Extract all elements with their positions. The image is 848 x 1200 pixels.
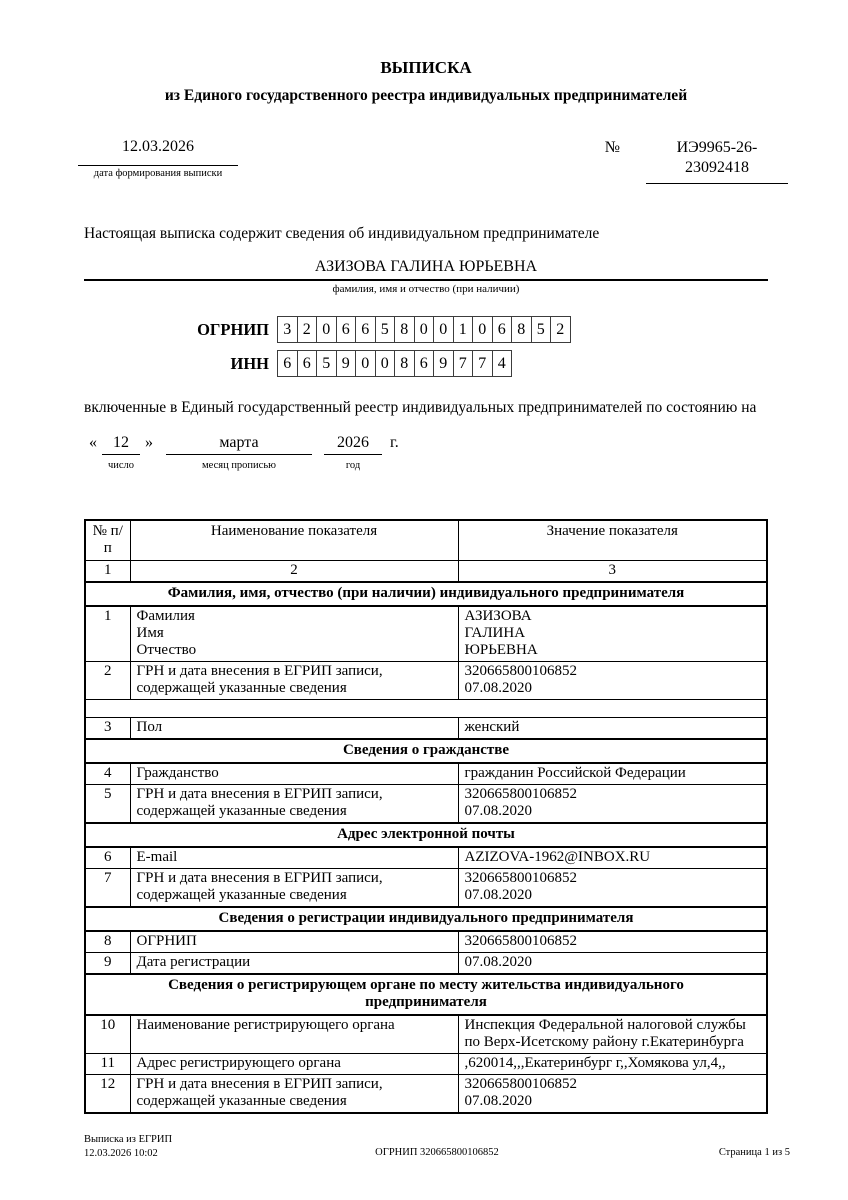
cell-line: 320665800106852: [464, 869, 577, 886]
cell-line: 07.08.2020: [464, 802, 532, 819]
digit-cell: 8: [511, 316, 532, 343]
cell-line: содержащей указанные сведения: [136, 1092, 347, 1109]
section-header-row: [85, 582, 767, 606]
cell-line: Наименование регистрирующего органа: [136, 1016, 395, 1033]
table-row: [85, 1015, 767, 1054]
formation-date-caption: дата формирования выписки: [93, 168, 223, 179]
indicator-name-cell: [130, 1015, 458, 1054]
indicator-value-cell: [458, 1015, 767, 1054]
row-number-cell: 4: [85, 763, 130, 785]
indicator-name-cell: [130, 1053, 458, 1074]
cell-line: Инспекция Федеральной налоговой службы: [464, 1016, 746, 1033]
cell-line: 320665800106852: [464, 662, 577, 679]
indicator-value-cell: [458, 661, 767, 699]
section-header-row: [85, 739, 767, 763]
row-number-cell: 6: [85, 847, 130, 869]
indicator-name-cell: [130, 606, 458, 662]
cell-line: ГРН и дата внесения в ЕГРИП записи,: [136, 785, 383, 802]
table-row: [85, 952, 767, 974]
table-row: [85, 1074, 767, 1113]
page-footer: [84, 1133, 790, 1160]
cell-line: содержащей указанные сведения: [136, 802, 347, 819]
section-header-row: [85, 974, 767, 1015]
included-text: включенные в Единый государственный реестр индивидуальных предпринимателей по состоянию на: [84, 399, 757, 416]
document-number-line2: 23092418: [685, 159, 749, 176]
cell-line: 320665800106852: [464, 785, 577, 802]
table-row: [85, 847, 767, 869]
table-row: [85, 868, 767, 907]
ogrnip-digit-boxes: [277, 316, 571, 343]
year-suffix: г.: [390, 433, 399, 451]
cell-line: женский: [464, 718, 520, 735]
row-number-cell: 1: [85, 606, 130, 662]
table-row: [85, 717, 767, 739]
table-row: [85, 784, 767, 823]
digit-cell: 5: [375, 316, 396, 343]
indicator-value-cell: [458, 763, 767, 785]
indicator-value-cell: [458, 784, 767, 823]
ogrnip-label: ОГРНИП: [197, 319, 269, 339]
digit-cell: 0: [414, 316, 435, 343]
document-subtitle: из Единого государственного реестра индивидуальных предпринимателей: [164, 87, 688, 104]
row-number-cell: 11: [85, 1053, 130, 1074]
indicator-name-cell: [130, 847, 458, 869]
entrepreneur-name-caption: фамилия, имя и отчество (при наличии): [332, 283, 520, 295]
digit-cell: 6: [414, 350, 435, 377]
digit-cell: 9: [336, 350, 357, 377]
entrepreneur-name: АЗИЗОВА ГАЛИНА ЮРЬЕВНА: [84, 258, 768, 281]
cell-line: Фамилия: [136, 607, 195, 624]
document-number-block: [605, 138, 788, 184]
indicator-value-cell: [458, 1074, 767, 1113]
footer-left: [84, 1133, 317, 1160]
indicator-name-cell: [130, 931, 458, 953]
digit-cell: 6: [297, 350, 318, 377]
row-number-cell: 3: [85, 717, 130, 739]
indicator-name-cell: [130, 952, 458, 974]
cell-line: ОГРНИП: [136, 932, 197, 949]
digit-cell: 0: [433, 316, 454, 343]
cell-line: АЗИЗОВА: [464, 607, 532, 624]
footer-doc-type: Выписка из ЕГРИП: [84, 1134, 173, 1145]
header-indicator-name-col: Наименование показателя: [130, 520, 458, 561]
digit-cell: 0: [316, 316, 337, 343]
cell-line: 320665800106852: [464, 932, 577, 949]
indicator-name-cell: [130, 784, 458, 823]
as-of-month-caption: месяц прописью: [202, 459, 276, 471]
table-body: [85, 582, 767, 1113]
digit-cell: 8: [394, 316, 415, 343]
cell-line: ГРН и дата внесения в ЕГРИП записи,: [136, 869, 383, 886]
digit-cell: 0: [355, 350, 376, 377]
as-of-year-value: 2026: [324, 434, 382, 455]
cell-line: 320665800106852: [464, 1075, 577, 1092]
indicator-value-cell: [458, 717, 767, 739]
row-number-cell: 5: [85, 784, 130, 823]
as-of-day-value: 12: [102, 434, 140, 455]
cell-line: Отчество: [136, 641, 197, 658]
section-header-row: [85, 823, 767, 847]
footer-ogrnip: ОГРНИП 320665800106852: [375, 1147, 499, 1158]
col-number-3: 3: [458, 560, 767, 582]
digit-cell: 5: [316, 350, 337, 377]
section-header-cell: Сведения о гражданстве: [85, 739, 767, 763]
indicator-name-cell: [130, 1074, 458, 1113]
digit-cell: 6: [355, 316, 376, 343]
section-header-cell: Фамилия, имя, отчество (при наличии) индивидуального предпринимателя: [85, 582, 767, 606]
spacer-row: [85, 699, 767, 717]
cell-line: ЮРЬЕВНА: [464, 641, 538, 658]
indicator-name-cell: [130, 868, 458, 907]
quote-open: «: [89, 433, 97, 451]
cell-line: ,620014,,,Екатеринбург г,,Хомякова ул,4,,: [464, 1054, 726, 1071]
table-row: [85, 763, 767, 785]
section-header-cell: Адрес электронной почты: [85, 823, 767, 847]
indicator-value-cell: [458, 847, 767, 869]
col-number-2: 2: [130, 560, 458, 582]
indicators-table: [84, 519, 768, 1114]
indicator-value-cell: [458, 606, 767, 662]
cell-line: ГАЛИНА: [464, 624, 526, 641]
row-number-cell: 12: [85, 1074, 130, 1113]
indicator-value-cell: [458, 868, 767, 907]
cell-line: по Верх-Исетскому району г.Екатеринбурга: [464, 1033, 744, 1050]
as-of-day-caption: число: [107, 459, 135, 471]
table-header-row: [85, 520, 767, 561]
table-row: [85, 1053, 767, 1074]
cell-line: содержащей указанные сведения: [136, 886, 347, 903]
as-of-month-field: [166, 434, 312, 473]
digit-cell: 2: [550, 316, 571, 343]
digit-cell: 2: [297, 316, 318, 343]
cell-line: Дата регистрации: [136, 953, 251, 970]
cell-line: Пол: [136, 718, 163, 735]
cell-line: 07.08.2020: [464, 953, 532, 970]
row-number-cell: 9: [85, 952, 130, 974]
inn-digit-boxes: [277, 350, 512, 377]
footer-page-number: Страница 1 из 5: [718, 1147, 790, 1158]
cell-line: 07.08.2020: [464, 679, 532, 696]
row-number-cell: 8: [85, 931, 130, 953]
cell-line: 07.08.2020: [464, 886, 532, 903]
cell-line: ГРН и дата внесения в ЕГРИП записи,: [136, 1075, 383, 1092]
digit-cell: 0: [472, 316, 493, 343]
indicator-name-cell: [130, 763, 458, 785]
indicator-name-cell: [130, 717, 458, 739]
cell-line: E-mail: [136, 848, 178, 865]
indicator-value-cell: [458, 952, 767, 974]
digit-cell: 7: [453, 350, 474, 377]
cell-line: ГРН и дата внесения в ЕГРИП записи,: [136, 662, 383, 679]
as-of-year-caption: год: [345, 459, 361, 471]
as-of-month-value: марта: [166, 434, 312, 455]
section-header-row: [85, 907, 767, 931]
digit-cell: 0: [375, 350, 396, 377]
table-row: [85, 606, 767, 662]
number-sign: №: [604, 139, 620, 156]
digit-cell: 6: [336, 316, 357, 343]
document-number-value: [646, 138, 788, 184]
digit-cell: 5: [531, 316, 552, 343]
cell-line: Гражданство: [136, 764, 219, 781]
indicator-value-cell: [458, 1053, 767, 1074]
indicator-value-cell: [458, 931, 767, 953]
as-of-date-row: [84, 434, 768, 473]
intro-line: Настоящая выписка содержит сведения об индивидуальном предпринимателе: [84, 225, 600, 242]
document-title: ВЫПИСКА: [380, 58, 472, 77]
digit-cell: 4: [492, 350, 513, 377]
cell-line: Адрес регистрирующего органа: [136, 1054, 341, 1071]
table-row: [85, 931, 767, 953]
digit-cell: 7: [472, 350, 493, 377]
row-number-cell: 2: [85, 661, 130, 699]
table-row: [85, 661, 767, 699]
row-number-cell: 7: [85, 868, 130, 907]
as-of-day-field: [102, 434, 140, 473]
spacer-cell: [85, 699, 767, 717]
digit-cell: 9: [433, 350, 454, 377]
header-number-col: № п/п: [85, 520, 130, 561]
formation-date-block: [78, 138, 238, 179]
inn-label: ИНН: [230, 353, 269, 373]
digit-cell: 6: [492, 316, 513, 343]
digit-cell: 8: [394, 350, 415, 377]
footer-datetime: 12.03.2026 10:02: [84, 1147, 158, 1159]
as-of-year-field: [324, 434, 382, 473]
header-indicator-value-col: Значение показателя: [458, 520, 767, 561]
document-number-line1: ИЭ9965-26-: [676, 139, 758, 156]
section-header-cell: Сведения о регистрирующем органе по месту жительства индивидуального предпринимателя: [85, 974, 767, 1015]
indicator-name-cell: [130, 661, 458, 699]
quote-close: »: [145, 433, 153, 451]
column-numbers-row: [85, 560, 767, 582]
section-header-cell: Сведения о регистрации индивидуального предпринимателя: [85, 907, 767, 931]
digit-cell: 6: [277, 350, 298, 377]
cell-line: AZIZOVA-1962@INBOX.RU: [464, 848, 651, 865]
formation-row: [84, 138, 768, 184]
col-number-1: 1: [85, 560, 130, 582]
formation-date-value: 12.03.2026: [78, 138, 238, 166]
digit-cell: 1: [453, 316, 474, 343]
ogrnip-row: [84, 316, 768, 343]
digit-cell: 3: [277, 316, 298, 343]
cell-line: содержащей указанные сведения: [136, 679, 347, 696]
row-number-cell: 10: [85, 1015, 130, 1054]
cell-line: гражданин Российской Федерации: [464, 764, 686, 781]
cell-line: Имя: [136, 624, 164, 641]
cell-line: 07.08.2020: [464, 1092, 532, 1109]
inn-row: [84, 350, 768, 377]
